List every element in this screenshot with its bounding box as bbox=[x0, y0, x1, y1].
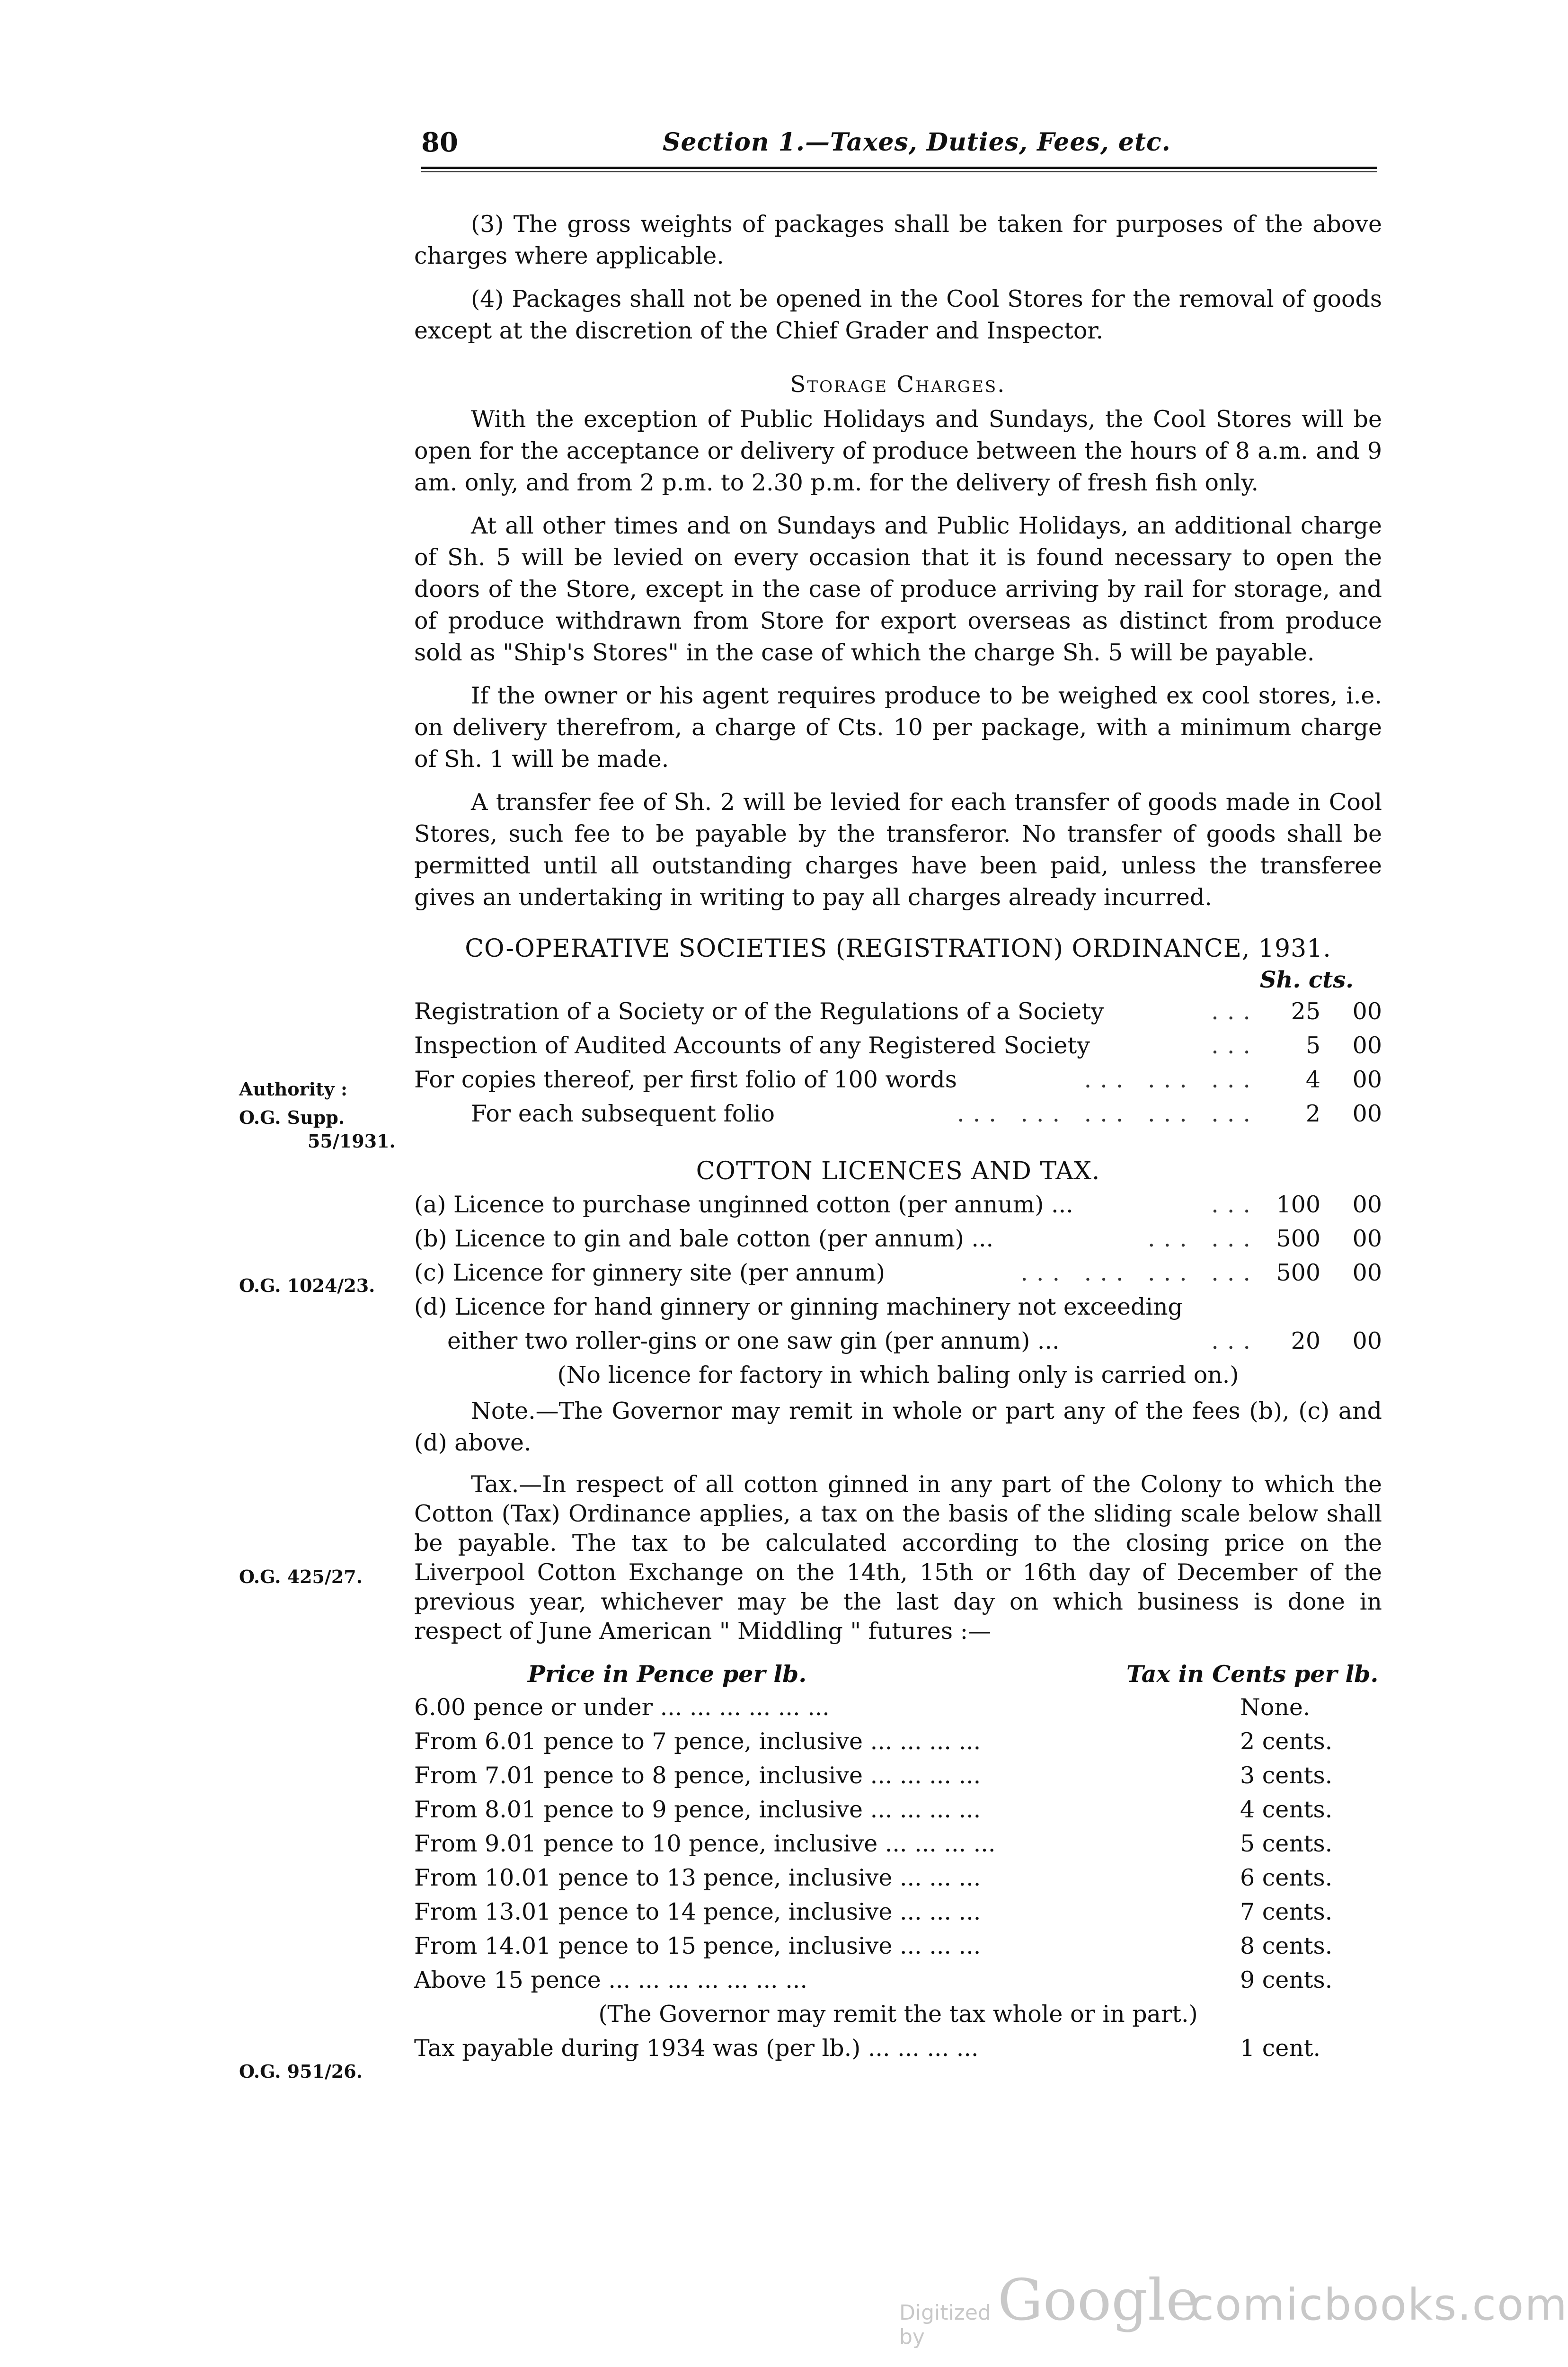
fee-row-sh: 5 bbox=[1305, 1032, 1320, 1059]
fee-row-cts: 00 bbox=[1352, 998, 1382, 1025]
tax-scale-value: 2 cents. bbox=[1240, 1728, 1333, 1755]
fee-row-cts: 00 bbox=[1352, 1032, 1382, 1059]
fee-row-sh: 2 bbox=[1305, 1100, 1320, 1127]
licence-row-sh: 500 bbox=[1276, 1225, 1320, 1252]
licence-row-label: (a) Licence to purchase unginned cotton (per annum) ... bbox=[414, 1191, 1073, 1218]
tax-scale-row bbox=[414, 1793, 1382, 1827]
header-rule-thin bbox=[421, 171, 1377, 172]
tax-scale-row bbox=[414, 1895, 1382, 1929]
storage-paragraph-additional-charge: At all other times and on Sundays and Public Holidays, an additional charge of Sh. 5 will be levied on every occasion that it is found necessary to open the doors of the Store, except in the case of produce arriving by rail for storage, and of produce withdrawn from Store for export overseas as distinct from produce sold as "Ship's Stores" in the case of which the charge Sh. 5 will be payable. bbox=[414, 512, 1382, 666]
tax-scale-value: 5 cents. bbox=[1240, 1830, 1333, 1857]
margin-og-951: O.G. 951/26. bbox=[239, 2061, 363, 2082]
licence-row-label: (b) Licence to gin and bale cotton (per annum) ... bbox=[414, 1225, 994, 1252]
tax-scale-price: From 7.01 pence to 8 pence, inclusive ... ... ... ... bbox=[414, 1762, 981, 1789]
fee-row-label: Inspection of Audited Accounts of any Registered Society bbox=[414, 1032, 1090, 1059]
licence-row-dots: ... ... ... ... bbox=[1020, 1259, 1259, 1286]
header-rule bbox=[421, 167, 1377, 169]
tax-scale-value: 3 cents. bbox=[1240, 1762, 1333, 1789]
tax-scale-row bbox=[414, 1827, 1382, 1861]
remit-fees-note: Note.—The Governor may remit in whole or part any of the fees (b), (c) and (d) above. bbox=[414, 1397, 1382, 1456]
tax-scale-row bbox=[414, 1759, 1382, 1793]
margin-og-425: O.G. 425/27. bbox=[239, 1566, 363, 1587]
licence-row bbox=[414, 1222, 1382, 1256]
paragraph-4: (4) Packages shall not be opened in the Cool Stores for the removal of goods except at the discretion of the Chief Grader and Inspector. bbox=[414, 285, 1382, 344]
fee-row-dots: ... bbox=[1211, 998, 1259, 1025]
fee-row bbox=[414, 995, 1382, 1029]
fee-row-sh: 25 bbox=[1291, 998, 1320, 1025]
tax-scale-price: From 13.01 pence to 14 pence, inclusive ... ... ... bbox=[414, 1898, 981, 1925]
margin-og-1024: O.G. 1024/23. bbox=[239, 1275, 375, 1296]
fee-row-dots: ... bbox=[1211, 1032, 1259, 1059]
tax-scale-price: Above 15 pence ... ... ... ... ... ... ... bbox=[414, 1967, 807, 1993]
licence-row-sh: 500 bbox=[1276, 1259, 1320, 1286]
licence-row-label: (c) Licence for ginnery site (per annum) bbox=[414, 1259, 885, 1286]
storage-paragraph-hours: With the exception of Public Holidays and Sundays, the Cool Stores will be open for the acceptance or delivery of produce between the hours of 8 a.m. and 9 am. only, and from 2 p.m. to 2.30 p.m. for the delivery of fresh fish only. bbox=[414, 406, 1382, 496]
tax-scale-price: From 6.01 pence to 7 pence, inclusive ... ... ... ... bbox=[414, 1728, 981, 1755]
running-head: Section 1.—Taxes, Duties, Fees, etc. bbox=[663, 128, 1171, 157]
price-head-right: Tax in Cents per lb. bbox=[1126, 1660, 1379, 1688]
tax-scale-price: From 14.01 pence to 15 pence, inclusive ... ... ... bbox=[414, 1932, 981, 1959]
fee-row bbox=[414, 1063, 1382, 1097]
tax-scale-price: From 10.01 pence to 13 pence, inclusive ... ... ... bbox=[414, 1864, 981, 1891]
watermark-digitized-text: Digitized by bbox=[899, 2301, 991, 2349]
tax-scale-price: From 8.01 pence to 9 pence, inclusive ... ... ... ... bbox=[414, 1796, 981, 1823]
tax-scale-row bbox=[414, 1691, 1382, 1725]
licence-row bbox=[414, 1290, 1382, 1324]
tax-scale-value: 4 cents. bbox=[1240, 1796, 1333, 1823]
cooperative-column-head: Sh. cts. bbox=[1259, 967, 1354, 993]
fee-row-cts: 00 bbox=[1352, 1100, 1382, 1127]
tax-scale-row bbox=[414, 1725, 1382, 1759]
margin-og-supp-number: 55/1931. bbox=[308, 1130, 396, 1152]
watermark-google-logo: Google bbox=[997, 2268, 1200, 2333]
page-header bbox=[421, 127, 1377, 160]
margin-authority: Authority : bbox=[239, 1078, 347, 1100]
fee-row-sh: 4 bbox=[1305, 1066, 1320, 1093]
tax-scale-row bbox=[414, 1963, 1382, 1997]
tax-scale-value: 8 cents. bbox=[1240, 1932, 1333, 1959]
fee-row bbox=[414, 1097, 1382, 1131]
price-table-head bbox=[414, 1657, 1382, 1691]
margin-og-supp: O.G. Supp. bbox=[239, 1107, 345, 1128]
licence-row-cont-dots: ... bbox=[1211, 1327, 1259, 1354]
watermark-site-text: comicbooks.com bbox=[1190, 2279, 1568, 2330]
digitized-watermark bbox=[899, 2268, 1568, 2349]
licence-row-dots: ... ... bbox=[1147, 1225, 1259, 1252]
tax-payable-1934-value: 1 cent. bbox=[1240, 2035, 1321, 2062]
tax-scale-row bbox=[414, 1861, 1382, 1895]
fee-row-label: Registration of a Society or of the Regulations of a Society bbox=[414, 998, 1104, 1025]
tax-scale-value: None. bbox=[1240, 1694, 1311, 1721]
licence-row-sh: 100 bbox=[1276, 1191, 1320, 1218]
cotton-title: COTTON LICENCES AND TAX. bbox=[696, 1157, 1100, 1185]
tax-payable-1934-label: Tax payable during 1934 was (per lb.) ... ... ... ... bbox=[414, 2035, 979, 2062]
price-head-left: Price in Pence per lb. bbox=[528, 1660, 807, 1688]
licence-row bbox=[414, 1188, 1382, 1222]
licence-row-label: (d) Licence for hand ginnery or ginning machinery not exceeding bbox=[414, 1293, 1183, 1320]
fee-row-cts: 00 bbox=[1352, 1066, 1382, 1093]
tax-scale-value: 9 cents. bbox=[1240, 1967, 1333, 1993]
tax-scale-value: 6 cents. bbox=[1240, 1864, 1333, 1891]
tax-paragraph: Tax.—In respect of all cotton ginned in any part of the Colony to which the Cotton (Tax) Ordinance applies, a tax on the basis of the sliding scale below shall be payable. The tax to be calculated according to the closing price on the Liverpool Cotton Exchange on the 14th, 15th or 16th day of December of the previous year, whichever may be the last day on which business is done in respect of June American " Middling " futures :— bbox=[414, 1471, 1382, 1645]
tax-scale-price: 6.00 pence or under ... ... ... ... ... ... bbox=[414, 1694, 830, 1721]
licence-row-cont-sh: 20 bbox=[1291, 1327, 1320, 1354]
licence-row bbox=[414, 1256, 1382, 1290]
fee-row bbox=[414, 1029, 1382, 1063]
cooperative-title: CO-OPERATIVE SOCIETIES (REGISTRATION) ORDINANCE, 1931. bbox=[465, 934, 1331, 963]
licence-row-continuation bbox=[414, 1324, 1382, 1358]
storage-paragraph-transfer: A transfer fee of Sh. 2 will be levied for each transfer of goods made in Cool Stores, such fee to be payable by the transferor. No transfer of goods shall be permitted until all outstanding charges have been paid, unless the transferee gives an undertaking in writing to pay all charges already incurred. bbox=[414, 789, 1382, 911]
licence-row-dots: ... bbox=[1211, 1191, 1259, 1218]
fee-row-label: For each subsequent folio bbox=[471, 1100, 775, 1127]
paragraph-3: (3) The gross weights of packages shall be taken for purposes of the above charges where applicable. bbox=[414, 211, 1382, 269]
tax-scale-row bbox=[414, 1929, 1382, 1963]
no-licence-note: (No licence for factory in which baling only is carried on.) bbox=[557, 1361, 1239, 1388]
tax-scale-price: From 9.01 pence to 10 pence, inclusive ... ... ... ... bbox=[414, 1830, 996, 1857]
storage-charges-heading: Storage Charges. bbox=[790, 371, 1006, 398]
licence-row-cts: 00 bbox=[1352, 1225, 1382, 1252]
tax-scale-value: 7 cents. bbox=[1240, 1898, 1333, 1925]
fee-row-dots: ... ... ... ... ... bbox=[957, 1100, 1259, 1127]
document-body bbox=[414, 208, 1382, 2065]
licence-row-cont-cts: 00 bbox=[1352, 1327, 1382, 1354]
remit-tax-note: (The Governor may remit the tax whole or in part.) bbox=[598, 2001, 1198, 2028]
licence-row-cont-label: either two roller-gins or one saw gin (per annum) ... bbox=[447, 1327, 1060, 1354]
page-number: 80 bbox=[421, 127, 458, 158]
fee-row-dots: ... ... ... bbox=[1084, 1066, 1259, 1093]
tax-payable-1934-row bbox=[414, 2031, 1382, 2065]
fee-row-label: For copies thereof, per first folio of 100 words bbox=[414, 1066, 957, 1093]
licence-row-cts: 00 bbox=[1352, 1191, 1382, 1218]
storage-paragraph-weighing: If the owner or his agent requires produce to be weighed ex cool stores, i.e. on delivery therefrom, a charge of Cts. 10 per package, with a minimum charge of Sh. 1 will be made. bbox=[414, 682, 1382, 773]
licence-row-cts: 00 bbox=[1352, 1259, 1382, 1286]
